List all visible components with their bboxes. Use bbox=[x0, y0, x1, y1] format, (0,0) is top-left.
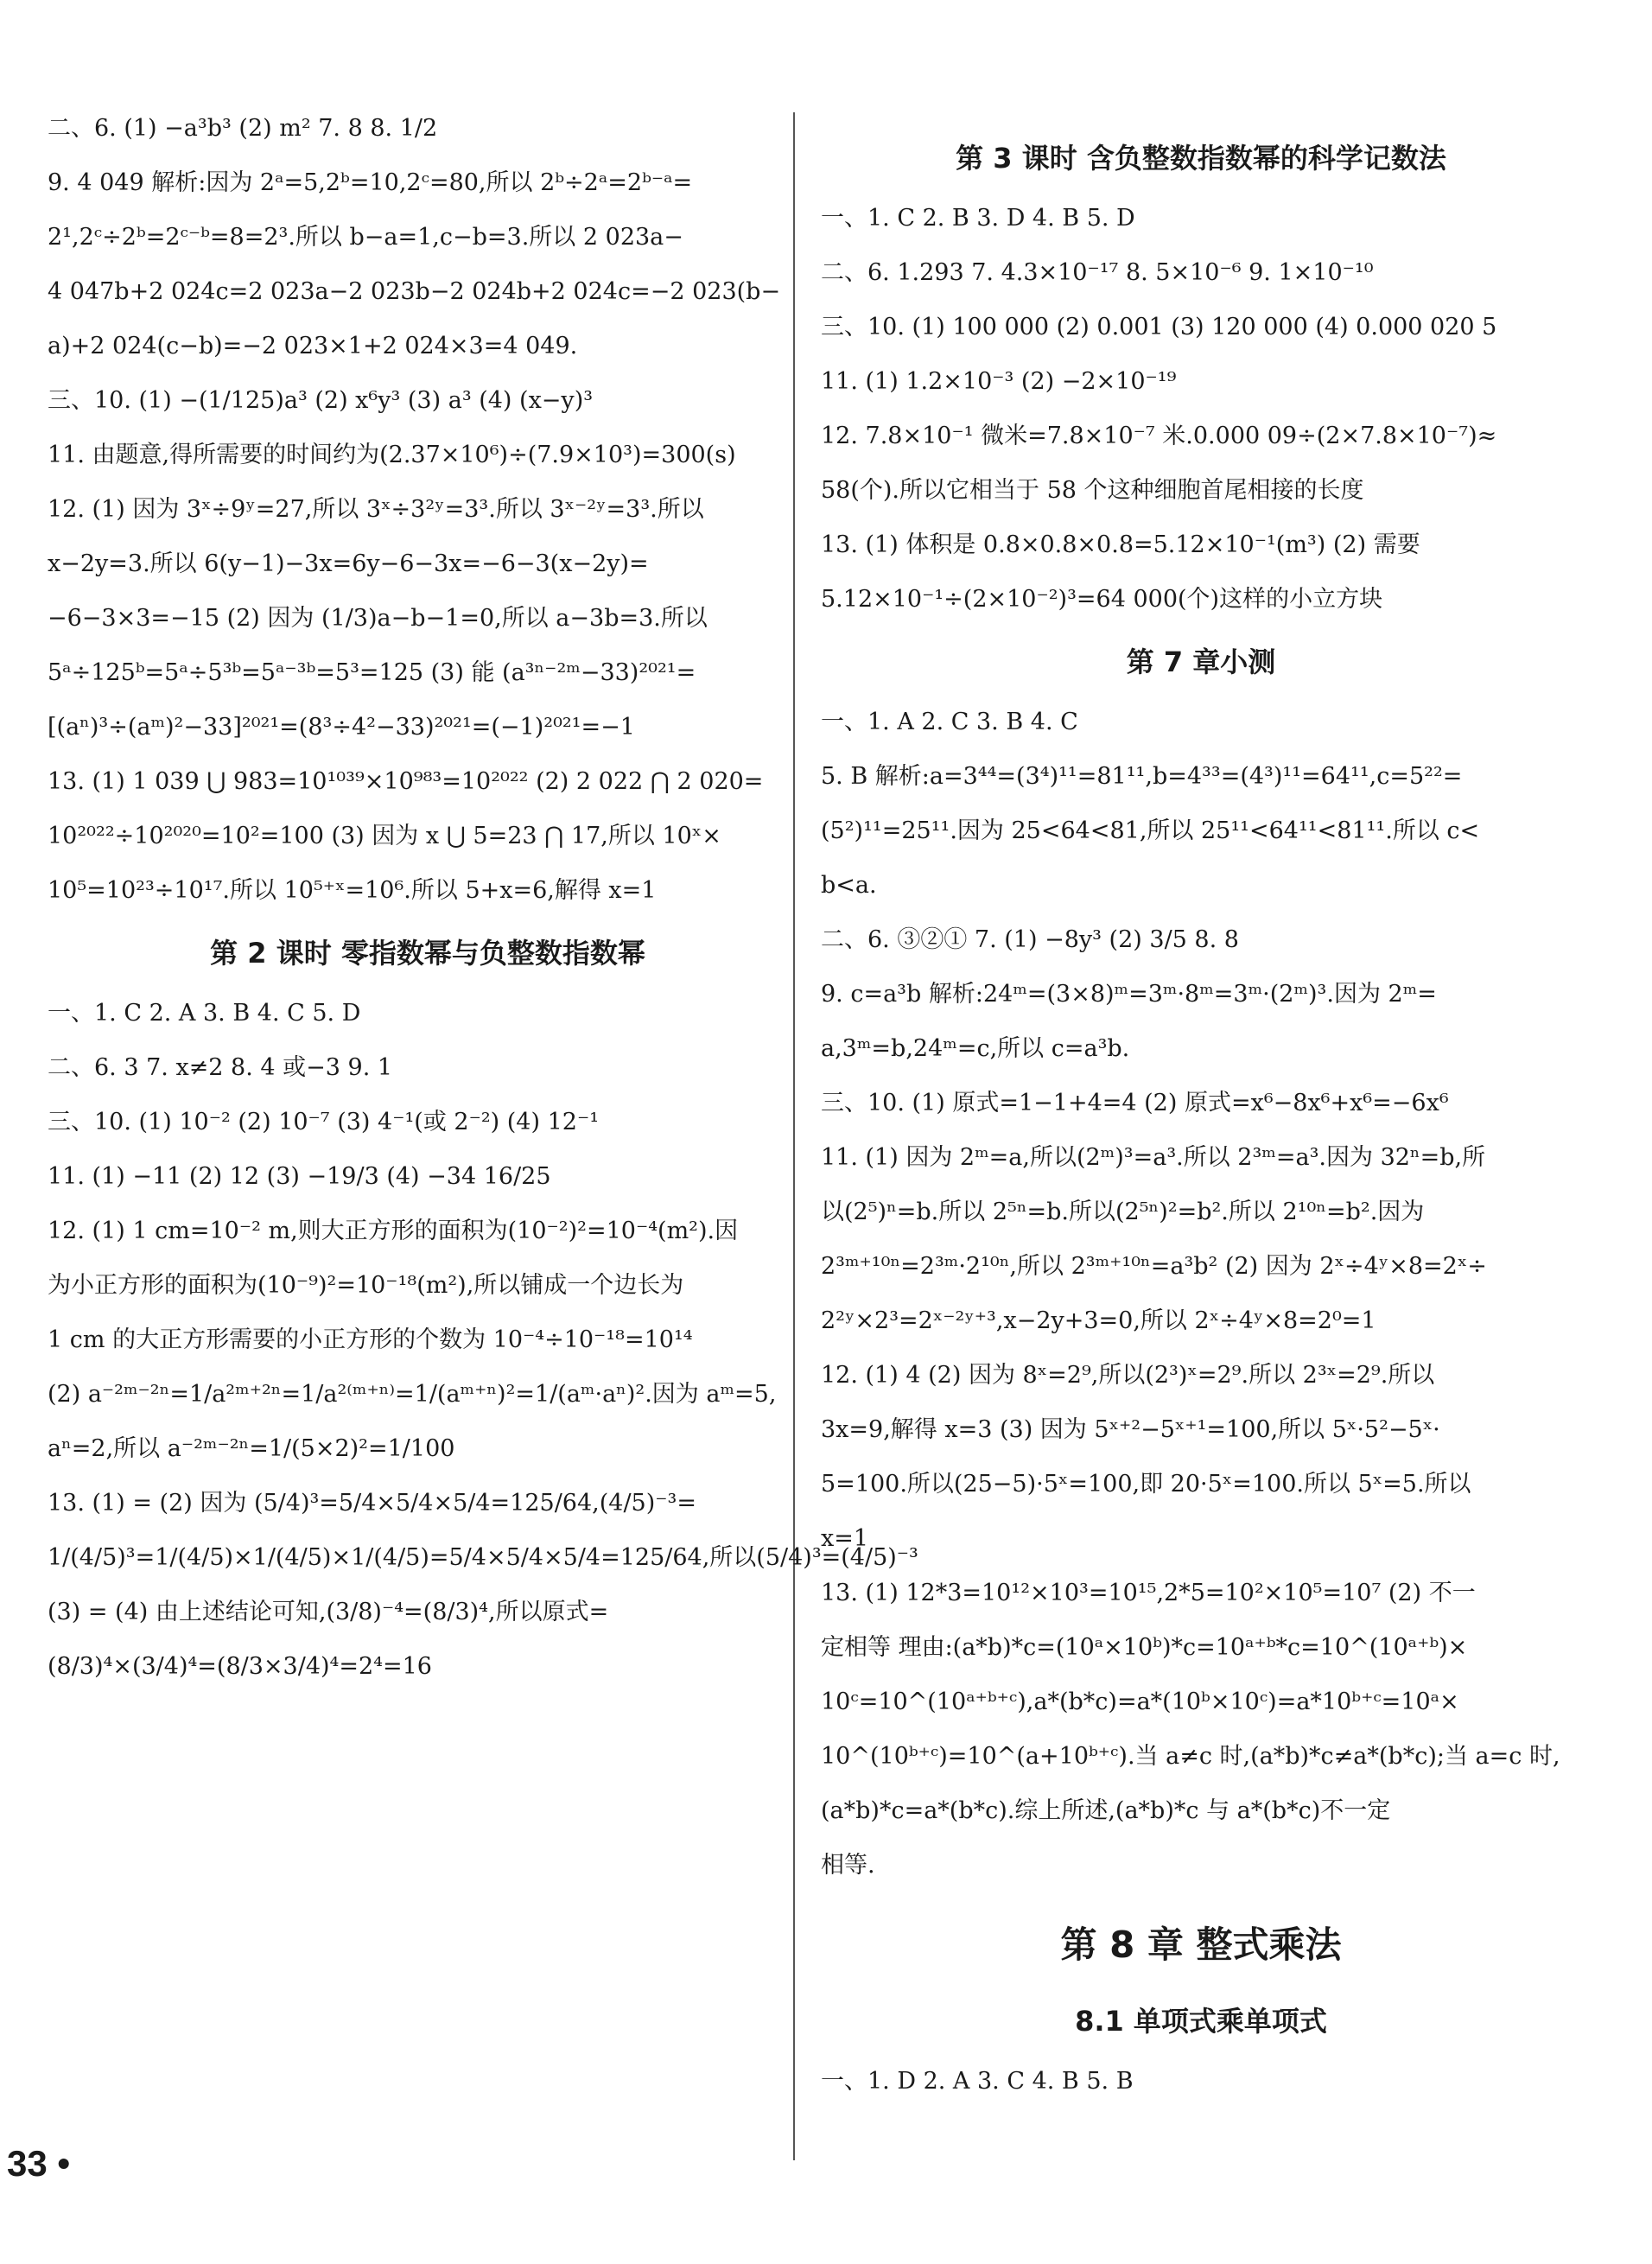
answer-line: 3x=9,解得 x=3 (3) 因为 5ˣ⁺²−5ˣ⁺¹=100,所以 5ˣ·5²−5ˣ· bbox=[821, 1416, 1440, 1443]
answer-line: 58(个).所以它相当于 58 个这种细胞首尾相接的长度 bbox=[821, 477, 1364, 504]
answer-line: b<a. bbox=[821, 872, 877, 899]
answer-line: 一、1. C 2. B 3. D 4. B 5. D bbox=[821, 205, 1135, 232]
answer-line: 13. (1) = (2) 因为 (5/4)³=5/4×5/4×5/4=125/64,(4/5)⁻³= bbox=[48, 1490, 696, 1517]
answer-line: 三、10. (1) 100 000 (2) 0.001 (3) 120 000 (4) 0.000 020 5 bbox=[821, 314, 1497, 340]
answer-line: a,3ᵐ=b,24ᵐ=c,所以 c=a³b. bbox=[821, 1035, 1130, 1062]
chapter-heading: 第 8 章 整式乘法 bbox=[1060, 1924, 1342, 1966]
answer-line: 二、6. 1.293 7. 4.3×10⁻¹⁷ 8. 5×10⁻⁶ 9. 1×10⁻¹⁰ bbox=[821, 259, 1374, 286]
answer-line: 5.12×10⁻¹÷(2×10⁻²)³=64 000(个)这样的小立方块 bbox=[821, 586, 1383, 613]
answer-line: 三、10. (1) 原式=1−1+4=4 (2) 原式=x⁶−8x⁶+x⁶=−6x⁶ bbox=[821, 1090, 1449, 1116]
answer-line: 1/(4/5)³=1/(4/5)×1/(4/5)×1/(4/5)=5/4×5/4×5/4=125/64,所以(5/4)³=(4/5)⁻³ bbox=[48, 1544, 918, 1571]
answer-line: [(aⁿ)³÷(aᵐ)²−33]²⁰²¹=(8³÷4²−33)²⁰²¹=(−1)²⁰²¹=−1 bbox=[48, 714, 635, 741]
answer-line: aⁿ=2,所以 a⁻²ᵐ⁻²ⁿ=1/(5×2)²=1/100 bbox=[48, 1435, 455, 1462]
answer-line: 4 047b+2 024c=2 023a−2 023b−2 024b+2 024c=−2 023(b− bbox=[48, 278, 781, 305]
answer-line: 一、1. A 2. C 3. B 4. C bbox=[821, 709, 1078, 735]
answer-line: 13. (1) 体积是 0.8×0.8×0.8=5.12×10⁻¹(m³) (2) 需要 bbox=[821, 531, 1420, 558]
answer-line: 11. (1) 1.2×10⁻³ (2) −2×10⁻¹⁹ bbox=[821, 368, 1177, 395]
answer-line: 11. (1) 因为 2ᵐ=a,所以(2ᵐ)³=a³.所以 2³ᵐ=a³.因为 32ⁿ=b,所 bbox=[821, 1144, 1486, 1171]
right-column bbox=[821, 112, 1581, 2120]
answer-line: 定相等 理由:(a*b)*c=(10ᵃ×10ᵇ)*c=10ᵃ⁺ᵇ*c=10^(10ᵃ⁺ᵇ)× bbox=[821, 1634, 1468, 1661]
answer-line: 二、6. 3 7. x≠2 8. 4 或−3 9. 1 bbox=[48, 1054, 393, 1081]
answer-line: −6−3×3=−15 (2) 因为 (1/3)a−b−1=0,所以 a−3b=3.所以 bbox=[48, 605, 708, 632]
answer-line: 10ᶜ=10^(10ᵃ⁺ᵇ⁺ᶜ),a*(b*c)=a*(10ᵇ×10ᶜ)=a*10ᵇ⁺ᶜ=10ᵃ× bbox=[821, 1688, 1459, 1715]
section-heading: 8.1 单项式乘单项式 bbox=[1075, 2005, 1327, 2038]
answer-line: 11. 由题意,得所需要的时间约为(2.37×10⁶)÷(7.9×10³)=300(s) bbox=[48, 442, 736, 468]
answer-line: 10²⁰²²÷10²⁰²⁰=10²=100 (3) 因为 x ⋃ 5=23 ⋂ 17,所以 10ˣ× bbox=[48, 823, 721, 849]
answer-line: 5ᵃ÷125ᵇ=5ᵃ÷5³ᵇ=5ᵃ⁻³ᵇ=5³=125 (3) 能 (a³ⁿ⁻²ᵐ−33)²⁰²¹= bbox=[48, 659, 696, 686]
answer-line: x=1 bbox=[821, 1525, 869, 1552]
section-heading: 第 7 章小测 bbox=[1126, 645, 1276, 678]
answer-line: (3) = (4) 由上述结论可知,(3/8)⁻⁴=(8/3)⁴,所以原式= bbox=[48, 1599, 609, 1625]
answer-line: 13. (1) 1 039 ⋃ 983=10¹⁰³⁹×10⁹⁸³=10²⁰²² (2) 2 022 ⋂ 2 020= bbox=[48, 768, 764, 795]
answer-line: 二、6. (1) −a³b³ (2) m² 7. 8 8. 1/2 bbox=[48, 115, 438, 142]
left-column bbox=[48, 112, 918, 1705]
answer-line: 12. (1) 因为 3ˣ÷9ʸ=27,所以 3ˣ÷3²ʸ=3³.所以 3ˣ⁻²ʸ=3³.所以 bbox=[48, 496, 704, 523]
answer-line: 5=100.所以(25−5)·5ˣ=100,即 20·5ˣ=100.所以 5ˣ=5.所以 bbox=[821, 1471, 1471, 1498]
answer-line: (a*b)*c=a*(b*c).综上所述,(a*b)*c 与 a*(b*c)不一定 bbox=[821, 1797, 1391, 1824]
answer-line: (2) a⁻²ᵐ⁻²ⁿ=1/a²ᵐ⁺²ⁿ=1/a²⁽ᵐ⁺ⁿ⁾=1/(aᵐ⁺ⁿ)²=1/(aᵐ·aⁿ)².因为 aᵐ=5, bbox=[48, 1381, 777, 1408]
answer-line: 11. (1) −11 (2) 12 (3) −19/3 (4) −34 16/25 bbox=[48, 1163, 551, 1190]
answer-line: 10^(10ᵇ⁺ᶜ)=10^(a+10ᵇ⁺ᶜ).当 a≠c 时,(a*b)*c≠a*(b*c);当 a=c 时, bbox=[821, 1743, 1560, 1770]
answer-line: 为小正方形的面积为(10⁻⁹)²=10⁻¹⁸(m²),所以铺成一个边长为 bbox=[48, 1272, 684, 1299]
answer-line: (8/3)⁴×(3/4)⁴=(8/3×3/4)⁴=2⁴=16 bbox=[48, 1653, 432, 1680]
answer-line: 一、1. D 2. A 3. C 4. B 5. B bbox=[821, 2068, 1134, 2095]
answer-line: 2¹,2ᶜ÷2ᵇ=2ᶜ⁻ᵇ=8=2³.所以 b−a=1,c−b=3.所以 2 023a− bbox=[48, 224, 683, 251]
answer-line: 5. B 解析:a=3⁴⁴=(3⁴)¹¹=81¹¹,b=4³³=(4³)¹¹=64¹¹,c=5²²= bbox=[821, 763, 1463, 790]
answer-line: 10⁵=10²³÷10¹⁷.所以 10⁵⁺ˣ=10⁶.所以 5+x=6,解得 x=1 bbox=[48, 877, 657, 904]
answer-line: a)+2 024(c−b)=−2 023×1+2 024×3=4 049. bbox=[48, 333, 578, 359]
answer-line: (5²)¹¹=25¹¹.因为 25<64<81,所以 25¹¹<64¹¹<81¹¹.所以 c< bbox=[821, 817, 1480, 844]
answer-line: 一、1. C 2. A 3. B 4. C 5. D bbox=[48, 1000, 361, 1027]
answer-line: 9. c=a³b 解析:24ᵐ=(3×8)ᵐ=3ᵐ·8ᵐ=3ᵐ·(2ᵐ)³.因为 2ᵐ= bbox=[821, 981, 1437, 1008]
page-number: 33 • bbox=[7, 2143, 71, 2184]
answer-line: 2²ʸ×2³=2ˣ⁻²ʸ⁺³,x−2y+3=0,所以 2ˣ÷4ʸ×8=2⁰=1 bbox=[821, 1307, 1376, 1334]
section-heading: 第 2 课时 零指数幂与负整数指数幂 bbox=[210, 937, 645, 970]
answer-line: 13. (1) 12*3=10¹²×10³=10¹⁵,2*5=10²×10⁵=10⁷ (2) 不一 bbox=[821, 1580, 1476, 1606]
answer-line: 二、6. ③②① 7. (1) −8y³ (2) 3/5 8. 8 bbox=[821, 926, 1239, 953]
answer-line: x−2y=3.所以 6(y−1)−3x=6y−6−3x=−6−3(x−2y)= bbox=[48, 550, 649, 577]
answer-line: 2³ᵐ⁺¹⁰ⁿ=2³ᵐ·2¹⁰ⁿ,所以 2³ᵐ⁺¹⁰ⁿ=a³b² (2) 因为 2ˣ÷4ʸ×8=2ˣ÷ bbox=[821, 1253, 1487, 1280]
answer-line: 1 cm 的大正方形需要的小正方形的个数为 10⁻⁴÷10⁻¹⁸=10¹⁴ bbox=[48, 1326, 693, 1353]
answer-line: 相等. bbox=[821, 1852, 875, 1879]
answer-line: 三、10. (1) 10⁻² (2) 10⁻⁷ (3) 4⁻¹(或 2⁻²) (4) 12⁻¹ bbox=[48, 1109, 600, 1135]
section-heading: 第 3 课时 含负整数指数幂的科学记数法 bbox=[956, 142, 1446, 175]
answer-line: 12. 7.8×10⁻¹ 微米=7.8×10⁻⁷ 米.0.000 09÷(2×7.8×10⁻⁷)≈ bbox=[821, 423, 1497, 449]
answer-line: 12. (1) 1 cm=10⁻² m,则大正方形的面积为(10⁻²)²=10⁻⁴(m²).因 bbox=[48, 1218, 739, 1244]
answer-line: 9. 4 049 解析:因为 2ᵃ=5,2ᵇ=10,2ᶜ=80,所以 2ᵇ÷2ᵃ=2ᵇ⁻ᵃ= bbox=[48, 169, 693, 196]
answer-line: 以(2⁵)ⁿ=b.所以 2⁵ⁿ=b.所以(2⁵ⁿ)²=b².所以 2¹⁰ⁿ=b².因为 bbox=[821, 1199, 1425, 1225]
answer-line: 三、10. (1) −(1/125)a³ (2) x⁶y³ (3) a³ (4) (x−y)³ bbox=[48, 387, 594, 414]
answer-line: 12. (1) 4 (2) 因为 8ˣ=2⁹,所以(2³)ˣ=2⁹.所以 2³ˣ=2⁹.所以 bbox=[821, 1362, 1435, 1389]
